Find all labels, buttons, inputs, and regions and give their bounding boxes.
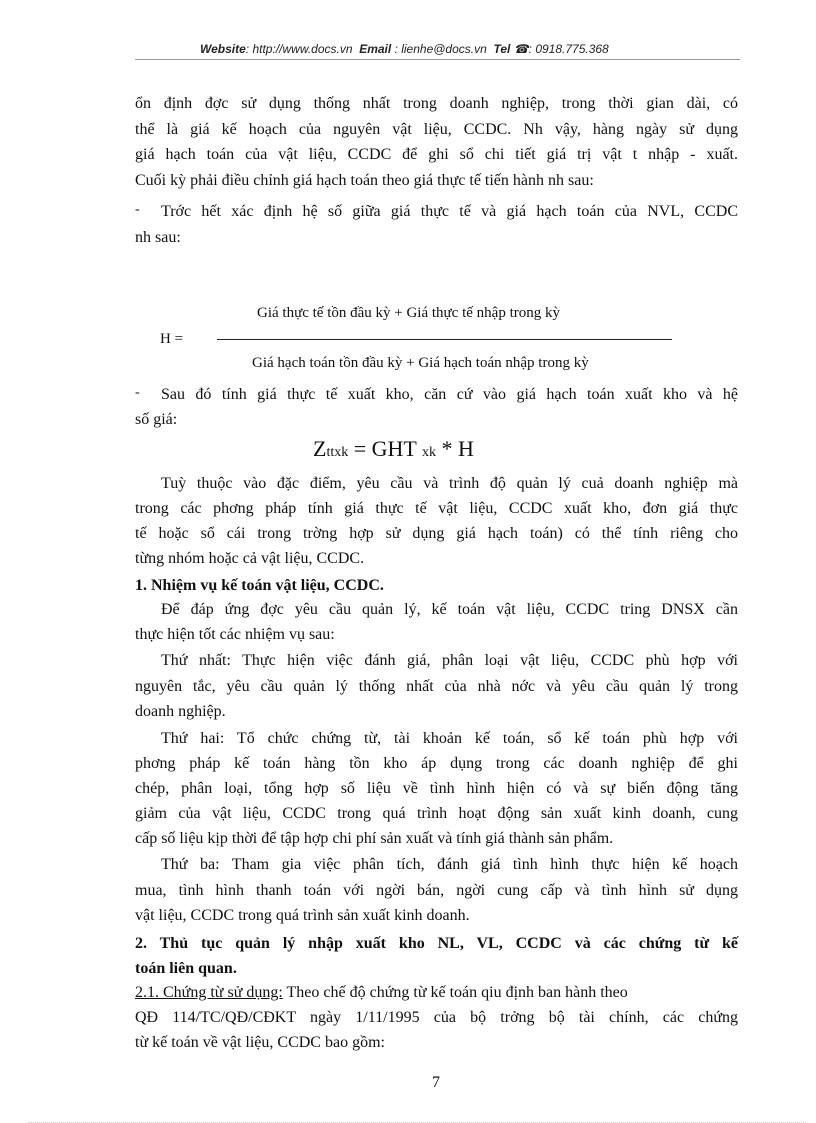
para4-line2: nguyên tắc, yêu cầu quản lý thống nhất của nhà nớc và yêu cầu quản lý trong	[135, 678, 738, 695]
para6-line3: vật liệu, CCDC trong quá trình sản xuất kinh doanh.	[135, 907, 470, 924]
para1-line4: Cuối kỳ phải điều chỉnh giá hạch toán theo giá thực tế tiến hành nh sau:	[135, 172, 594, 189]
formula-z: Z	[313, 436, 327, 461]
para6-line2: mua, tình hình thanh toán với ngời bán, ngời cung cấp và tình hình sử dụng	[135, 882, 738, 899]
para3-line2: thực hiện tốt các nhiệm vụ sau:	[135, 626, 335, 643]
header-divider	[135, 59, 740, 60]
para5-line4: giảm của vật liệu, CCDC trong quá trình hoạt động sản xuất kinh doanh, cung	[135, 805, 738, 822]
page-header	[200, 42, 609, 56]
formula-h: H =	[160, 331, 184, 347]
para1-line1: ổn định đợc sử dụng thống nhất trong doanh nghiệp, trong thời gian dài, có	[135, 95, 738, 112]
page-number: 7	[432, 1074, 440, 1091]
bullet1-line1: Trớc hết xác định hệ số giữa giá thực tế và giá hạch toán của NVL, CCDC	[161, 203, 738, 220]
para7-line3: từ kế toán về vật liệu, CCDC bao gồm:	[135, 1034, 385, 1051]
subsection-heading-2-1: 2.1. Chứng từ sử dụng:	[135, 984, 283, 1001]
bullet1-line2: nh sau:	[135, 229, 181, 246]
para4-line1: Thứ nhất: Thực hiện việc đánh giá, phân loại vật liệu, CCDC phù hợp với	[161, 652, 738, 669]
para2-line4: từng nhóm hoặc cả vật liệu, CCDC.	[135, 550, 365, 567]
price-formula	[313, 436, 474, 462]
website-value: : http://www.docs.vn	[245, 42, 353, 56]
formula-eq: = GHT	[348, 436, 422, 461]
para7-line1	[135, 984, 738, 1002]
para5-line3: chép, phân loại, tổng hợp số liệu về tình hình hiện có và sự biến động tăng	[135, 780, 738, 797]
section-heading-1: 1. Nhiệm vụ kế toán vật liệu, CCDC.	[135, 577, 384, 594]
para4-line3: doanh nghiệp.	[135, 703, 226, 720]
para1-line2: thể là giá kế hoạch của nguyên vật liệu, CCDC. Nh vậy, hàng ngày sử dụng	[135, 121, 738, 138]
bullet2-line2: số giá:	[135, 411, 178, 428]
email-value: : lienhe@docs.vn	[394, 42, 487, 56]
tel-value: : 0918.775.368	[528, 42, 609, 56]
tel-label: Tel	[493, 42, 511, 56]
para3-line1: Để đáp ứng đợc yêu cầu quản lý, kế toán vật liệu, CCDC tring DNSX cần	[161, 601, 738, 618]
para2-line1: Tuỳ thuộc vào đặc điểm, yêu cầu và trình độ quản lý cuả doanh nghiệp mà	[161, 475, 738, 492]
para7-line2: QĐ 114/TC/QĐ/CĐKT ngày 1/11/1995 của bộ trởng bộ tài chính, các chứng	[135, 1009, 738, 1026]
para5-line2: phơng pháp kế toán hàng tồn kho áp dụng trong các doanh nghiệp để ghi	[135, 755, 738, 772]
para5-line1: Thứ hai: Tổ chức chứng từ, tài khoản kế toán, sổ kế toán phù hợp với	[161, 730, 738, 747]
phone-icon: ☎	[513, 42, 529, 56]
para6-line1: Thứ ba: Tham gia việc phân tích, đánh giá tình hình thực hiện kế hoạch	[161, 856, 738, 873]
formula-xk-subscript: xk	[421, 445, 436, 460]
para7-line1-text: Theo chế độ chứng từ kế toán qiu định ban hành theo	[282, 984, 628, 1001]
para1-line3: giá hạch toán của vật liệu, CCDC để ghi sổ chi tiết giá trị vật t nhập - xuất.	[135, 146, 738, 163]
bullet-marker: -	[135, 202, 140, 217]
para5-line5: cấp số liệu kịp thời để tập hợp chi phí sản xuất và tính giá thành sản phẩm.	[135, 830, 614, 847]
formula-z-subscript: ttxk	[326, 445, 349, 460]
section-heading-2-line1: 2. Thủ tục quản lý nhập xuất kho NL, VL, CCDC và các chứng từ kế	[135, 935, 738, 952]
bullet-marker: -	[135, 385, 140, 400]
formula-fraction-bar	[217, 339, 672, 340]
formula-rest: * H	[435, 436, 474, 461]
bullet2-line1: Sau đó tính giá thực tế xuất kho, căn cứ vào giá hạch toán xuất kho và hệ	[161, 386, 738, 403]
para2-line2: trong các phơng pháp tính giá thực tế vật liệu, CCDC xuất kho, đơn giá thực	[135, 500, 738, 517]
section-heading-2-line2: toán liên quan.	[135, 960, 237, 977]
email-label: Email	[359, 42, 392, 56]
para2-line3: tế hoặc sổ cái trong trờng hợp sử dụng giá hạch toán) có thể tính riêng cho	[135, 525, 738, 542]
formula-denominator: Giá hạch toán tồn đầu kỳ + Giá hạch toán nhập trong kỳ	[252, 355, 589, 371]
formula-numerator: Giá thực tế tồn đầu kỳ + Giá thực tế nhập trong kỳ	[257, 305, 560, 321]
website-label: Website	[200, 42, 246, 56]
